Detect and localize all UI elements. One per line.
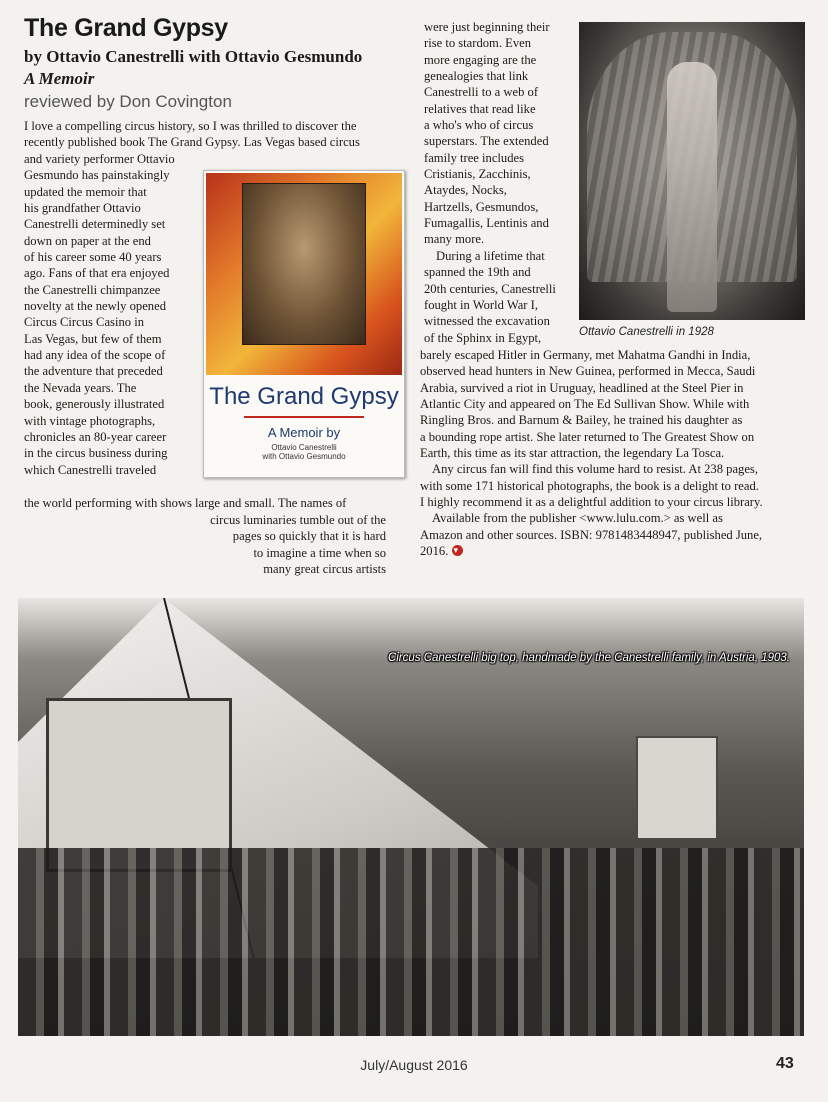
body-line: a who's who of circus — [424, 118, 534, 133]
body-line: the adventure that preceded — [24, 364, 163, 379]
body-line: 20th centuries, Canestrelli — [424, 281, 556, 296]
body-line: pages so quickly that it is hard — [232, 529, 386, 544]
body-line: barely escaped Hitler in Germany, met Mahatma Gandhi in India, — [420, 348, 751, 362]
cover-author-line: Ottavio Canestrelli — [271, 443, 337, 452]
body-line: Atlantic City and appeared on The Ed Sullivan Show. While with — [420, 397, 750, 412]
body-line: had any idea of the scope of — [24, 348, 166, 363]
body-line: a bounding rope artist. She later returned to The Greatest Show on — [420, 429, 755, 444]
portrait-caption: Ottavio Canestrelli in 1928 — [579, 326, 714, 338]
body-line: circus luminaries tumble out of the — [210, 513, 386, 527]
body-line: Any circus fan will find this volume hard to resist. At 238 pages, — [432, 462, 758, 477]
body-line: genealogies that link — [424, 69, 529, 84]
cover-photo — [242, 183, 366, 345]
big-top-photo — [18, 598, 804, 1036]
article-subtitle: A Memoir — [24, 69, 95, 88]
body-line: were just beginning their — [424, 20, 550, 34]
body-line: Fumagallis, Lentinis and — [424, 216, 549, 231]
body-line: witnessed the excavation — [424, 314, 550, 329]
body-line: Gesmundo has painstakingly — [24, 168, 170, 183]
cover-artwork — [206, 173, 402, 375]
portrait-photo — [579, 22, 805, 320]
body-line: Amazon and other sources. ISBN: 9781483448947, published June, — [420, 527, 763, 542]
col2-top — [424, 19, 568, 346]
cover-subtitle: A Memoir by — [267, 425, 341, 440]
body-line: of his career some 40 years — [24, 250, 162, 265]
circus-banner — [46, 698, 232, 872]
body-line: Ringling Bros. and Barnum & Bailey, he trained his daughter as — [420, 413, 743, 428]
big-top-caption: Circus Canestrelli big top, handmade by the Canestrelli family, in Austria, 1903. — [387, 652, 790, 664]
body-line: book, generously illustrated — [24, 397, 165, 412]
body-line: down on paper at the end — [24, 233, 151, 248]
body-line: many more. — [424, 232, 485, 247]
body-line: with vintage photographs, — [24, 413, 156, 428]
cover-rule — [244, 416, 364, 418]
body-line: Las Vegas, but few of them — [24, 331, 162, 346]
body-line: Available from the publisher <www.lulu.com.> as well as — [432, 511, 723, 526]
body-line: superstars. The extended — [424, 134, 549, 149]
circus-banner-small — [636, 736, 718, 840]
body-line: of the Sphinx in Egypt, — [424, 330, 542, 345]
book-cover — [203, 170, 405, 478]
body-line-last — [420, 543, 806, 559]
body-line: many great circus artists — [263, 562, 386, 577]
body-line: I highly recommend it as a delightful addition to your circus library. — [420, 495, 763, 510]
body-line: Circus Circus Casino in — [24, 315, 144, 330]
cover-title: The Grand Gypsy — [209, 383, 399, 410]
body-line: and variety performer Ottavio — [24, 152, 175, 166]
body-line: observed head hunters in New Guinea, performed in Mecca, Saudi — [420, 364, 756, 379]
body-line: novelty at the newly opened — [24, 299, 166, 314]
body-line: the Canestrelli chimpanzee — [24, 282, 161, 297]
col1-intro — [24, 118, 396, 151]
body-line: updated the memoir that — [24, 184, 147, 199]
body-line: which Canestrelli traveled — [24, 462, 157, 477]
body-line: the Nevada years. The — [24, 380, 137, 395]
cover-author-line: with Ottavio Gesmundo — [262, 452, 346, 461]
performers-group — [18, 848, 804, 1036]
body-line: fought in World War I, — [424, 297, 538, 312]
body-line: to imagine a time when so — [253, 545, 386, 560]
body-line: family tree includes — [424, 150, 525, 165]
body-line: Canestrelli determinedly set — [24, 217, 166, 232]
body-line: spanned the 19th and — [424, 265, 531, 280]
article-title: The Grand Gypsy — [24, 14, 228, 42]
body-line: recently published book The Grand Gypsy. Las Vegas based circus — [24, 135, 360, 150]
body-line: in the circus business during — [24, 446, 168, 461]
body-line: I love a compelling circus history, so I was thrilled to discover the — [24, 119, 357, 133]
performer-figure — [667, 62, 717, 312]
body-line: chronicles an 80-year career — [24, 429, 167, 444]
issue-date: July/August 2016 — [360, 1057, 468, 1073]
body-line: with some 171 historical photographs, the book is a delight to read. — [420, 478, 759, 493]
body-line: Cristianis, Zacchinis, — [424, 167, 531, 182]
cover-authors — [204, 443, 404, 461]
body-line: more engaging are the — [424, 52, 537, 67]
body-line: During a lifetime that — [436, 248, 545, 263]
body-line: Arabia, survived a riot in Uruguay, headlined at the Steel Pier in — [420, 380, 744, 395]
body-line: relatives that read like — [424, 101, 536, 116]
body-line: his grandfather Ottavio — [24, 201, 141, 216]
circus-logo-end-icon — [452, 545, 463, 556]
body-line: Earth, this time as its star attraction, the legendary La Tosca. — [420, 446, 725, 461]
body-line: Hartzells, Gesmundos, — [424, 199, 539, 214]
article-reviewer: reviewed by Don Covington — [24, 92, 232, 111]
body-line: Canestrelli to a web of — [424, 85, 539, 100]
article-byline: by Ottavio Canestrelli with Ottavio Gesmundo — [24, 47, 363, 66]
page-number: 43 — [776, 1055, 794, 1072]
col1-wide-line: the world performing with shows large and small. The names of — [24, 496, 347, 510]
col1-wrap — [24, 151, 196, 478]
body-line: ago. Fans of that era enjoyed — [24, 266, 170, 281]
body-line: Ataydes, Nocks, — [424, 183, 507, 198]
col1-tent-text — [160, 512, 386, 577]
col2-wide — [420, 347, 806, 559]
body-line: 2016. — [420, 544, 449, 559]
body-line: rise to stardom. Even — [424, 36, 532, 51]
